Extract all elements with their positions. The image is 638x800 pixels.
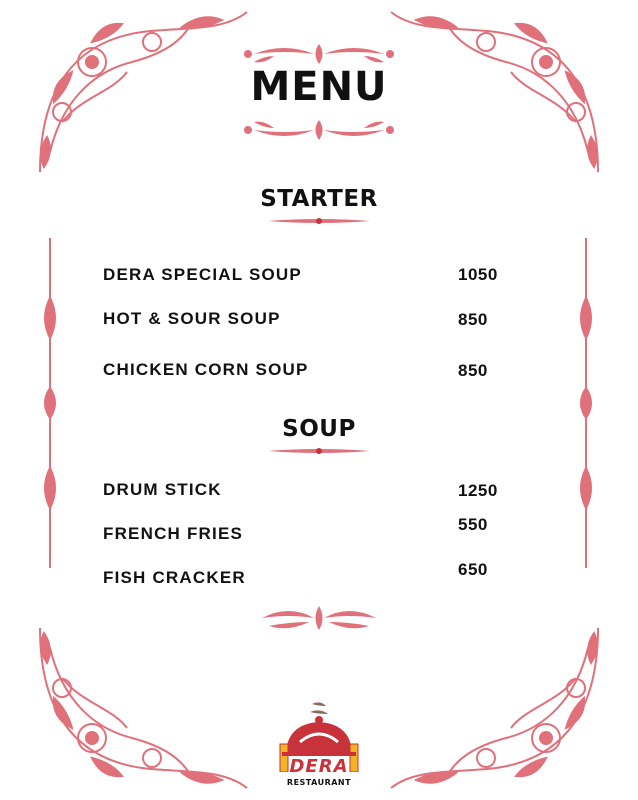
section-divider: [268, 215, 370, 227]
bottom-ornament: [254, 604, 384, 632]
menu-item-price: 550: [458, 515, 488, 534]
menu-item-price: 1050: [458, 265, 498, 284]
side-border-left: [40, 238, 60, 568]
menu-item-name: HOT & SOUR SOUP: [103, 309, 281, 328]
logo-subtitle: RESTAURANT: [286, 778, 352, 787]
section-divider: [268, 445, 370, 457]
section-heading-soup: SOUP: [282, 416, 356, 442]
restaurant-logo: [264, 700, 374, 796]
menu-item-price: 650: [458, 560, 488, 579]
menu-item-name: CHICKEN CORN SOUP: [103, 360, 309, 379]
menu-item-price: 850: [458, 361, 488, 380]
side-border-right: [576, 238, 596, 568]
menu-item-name: DRUM STICK: [103, 480, 222, 499]
title-ornament-bottom: [234, 118, 404, 142]
page-title: MENU: [250, 64, 388, 110]
floral-corner-bottom-right: [386, 618, 606, 798]
title-ornament-top: [234, 42, 404, 66]
menu-item-name: FISH CRACKER: [103, 568, 246, 587]
section-heading-starter: STARTER: [260, 186, 378, 212]
menu-item-price: 1250: [458, 481, 498, 500]
floral-corner-bottom-left: [32, 618, 252, 798]
logo-name: DERA: [289, 756, 349, 777]
menu-item-price: 850: [458, 310, 488, 329]
menu-item-name: FRENCH FRIES: [103, 524, 244, 543]
menu-item-name: DERA SPECIAL SOUP: [103, 265, 302, 284]
